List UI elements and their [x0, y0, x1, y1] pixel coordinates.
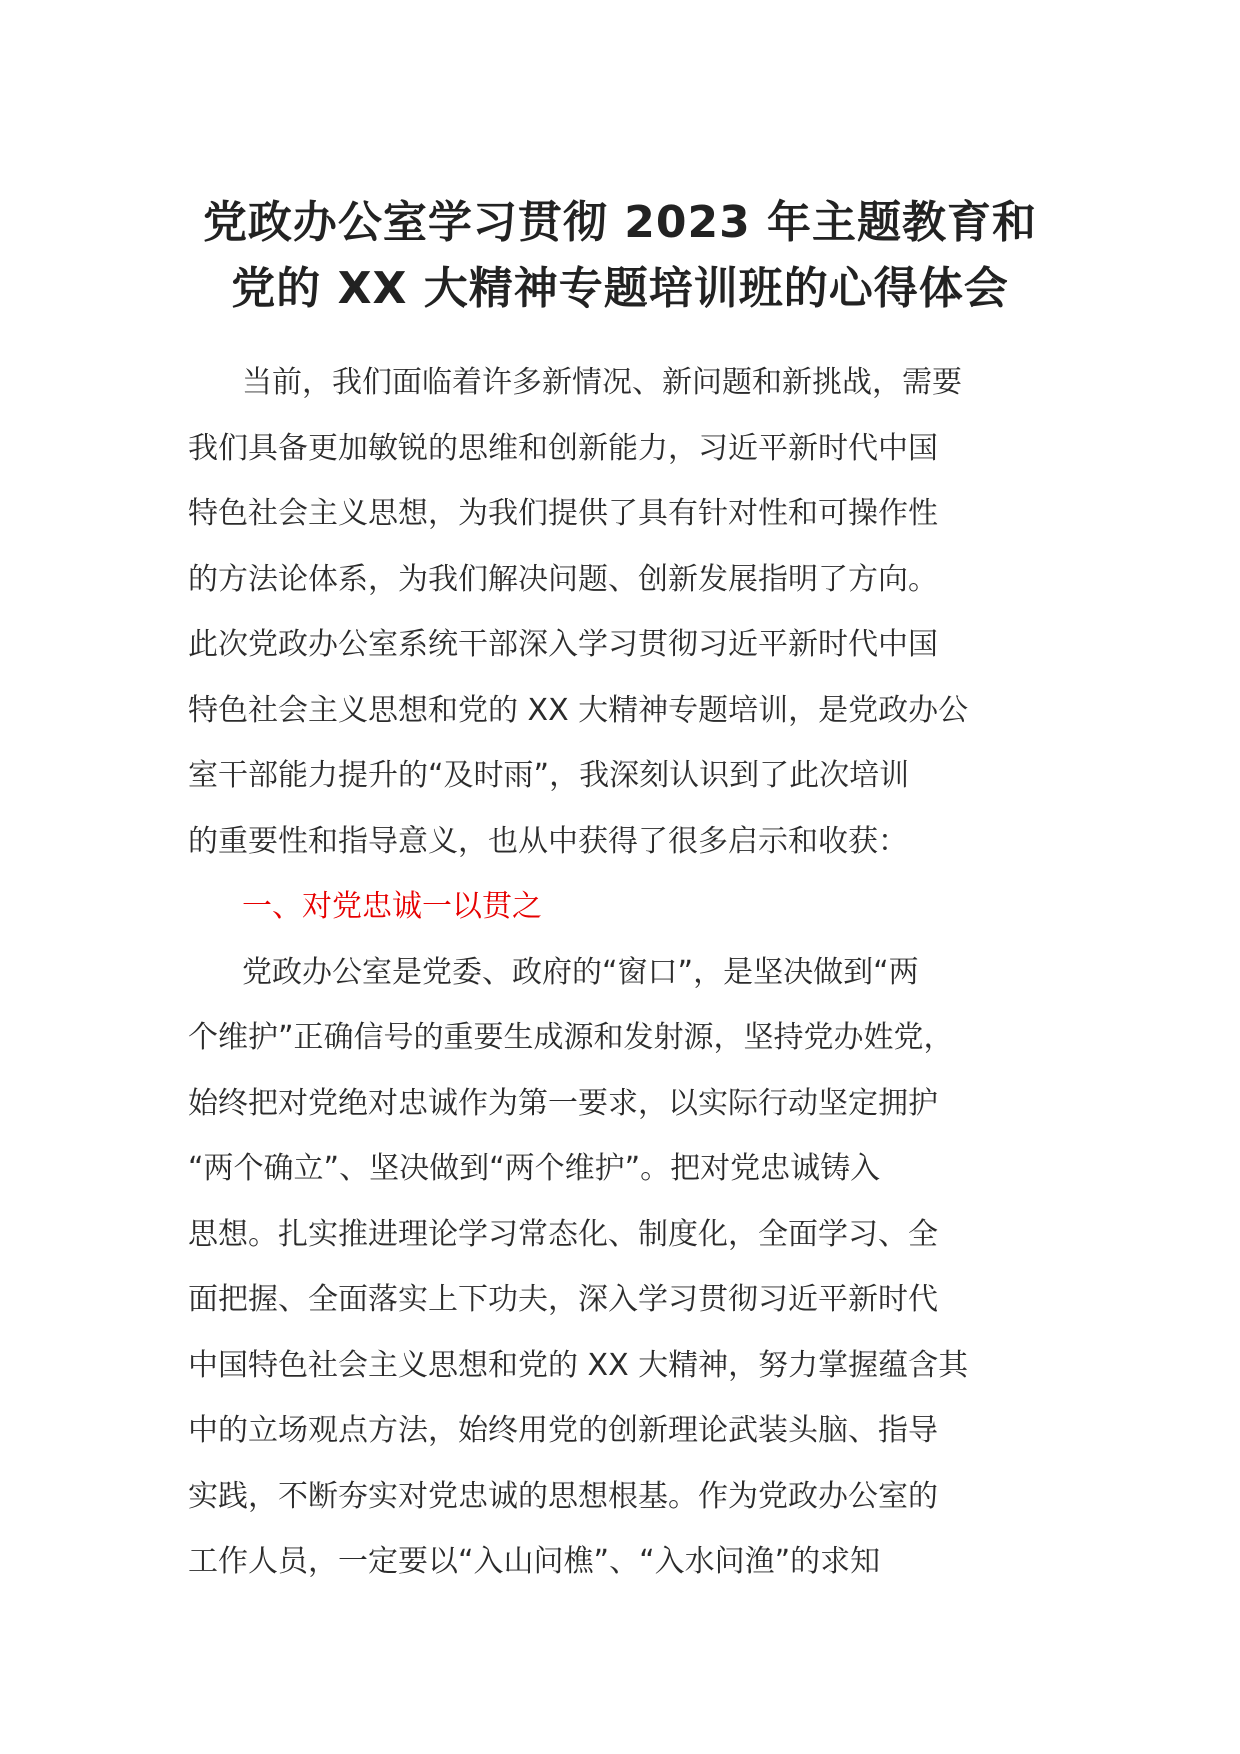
document-body — [188, 350, 1068, 1595]
body-text-line: 我们具备更加敏锐的思维和创新能力，习近平新时代中国 — [188, 430, 938, 466]
body-text-line: 特色社会主义思想，为我们提供了具有针对性和可操作性 — [188, 496, 938, 531]
body-text-line: 中的立场观点方法，始终用党的创新理论武装头脑、指导 — [188, 1413, 938, 1448]
body-text-line: 实践，不断夯实对党忠诚的思想根基。作为党政办公室的 — [188, 1478, 938, 1514]
body-text-line: 个维护”正确信号的重要生成源和发射源，坚持党办姓党， — [188, 1020, 954, 1055]
body-text-line: 的重要性和指导意义，也从中获得了很多启示和收获： — [188, 823, 908, 859]
body-text-line: 当前，我们面临着许多新情况、新问题和新挑战，需要 — [242, 365, 962, 400]
body-text-line: 工作人员，一定要以“入山问樵”、“入水问渔”的求知 — [188, 1544, 881, 1579]
document-title — [150, 190, 1090, 322]
body-text-line: 党政办公室是党委、政府的“窗口”，是坚决做到“两 — [242, 954, 919, 990]
body-text-line: 此次党政办公室系统干部深入学习贯彻习近平新时代中国 — [188, 627, 938, 662]
body-text-line: 特色社会主义思想和党的 XX 大精神专题培训，是党政办公 — [188, 692, 969, 728]
body-text-line: 面把握、全面落实上下功夫，深入学习贯彻习近平新时代 — [188, 1282, 938, 1317]
body-text-line: 思想。扎实推进理论学习常态化、制度化，全面学习、全 — [188, 1216, 938, 1252]
body-text-line: 中国特色社会主义思想和党的 XX 大精神，努力掌握蕴含其 — [188, 1347, 969, 1383]
body-text-line: 始终把对党绝对忠诚作为第一要求，以实际行动坚定拥护 — [188, 1085, 938, 1121]
title-line-1: 党政办公室学习贯彻 2023 年主题教育和 — [202, 197, 1038, 248]
body-text-line: 的方法论体系，为我们解决问题、创新发展指明了方向。 — [188, 561, 938, 597]
title-line-2: 党的 XX 大精神专题培训班的心得体会 — [231, 263, 1009, 314]
section-heading: 一、对党忠诚一以贯之 — [242, 889, 542, 924]
body-text-line: “两个确立”、坚决做到“两个维护”。把对党忠诚铸入 — [188, 1151, 881, 1186]
body-text-line: 室干部能力提升的“及时雨”，我深刻认识到了此次培训 — [188, 758, 910, 793]
